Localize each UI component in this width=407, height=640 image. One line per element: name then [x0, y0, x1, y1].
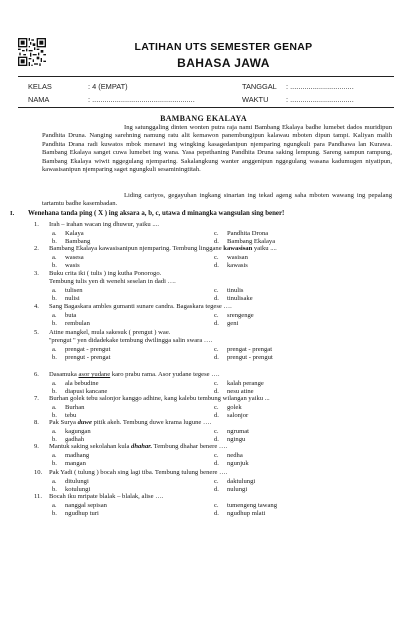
question-number: 9.	[34, 443, 39, 450]
waktu-label: WAKTU	[242, 95, 269, 104]
question-stem	[49, 419, 211, 427]
option-a[interactable]: nanggal sepisan	[65, 502, 107, 509]
option-a[interactable]: tulisen	[65, 287, 83, 294]
option-letter-b[interactable]: b.	[52, 295, 57, 302]
option-letter-a[interactable]: a.	[52, 380, 57, 387]
option-a[interactable]: prengat - prengut	[65, 346, 111, 353]
option-b[interactable]: wasis	[65, 262, 80, 269]
stem-text: Mantuk saking sekolahan kula	[49, 443, 132, 450]
option-c[interactable]: kalah perange	[227, 380, 264, 387]
question-stem: Atine mangkel, mula sakesuk ( prengut ) wae.	[49, 329, 171, 336]
question-number: 5.	[34, 329, 39, 336]
stem-text: pitik akeh. Tembung duwe krama lugune ….	[91, 419, 212, 426]
option-letter-c[interactable]: c.	[214, 312, 219, 319]
option-b[interactable]: tebu	[65, 412, 77, 419]
option-b[interactable]: ngudhup turi	[65, 510, 99, 517]
option-c[interactable]: prengat - prengat	[227, 346, 273, 353]
option-a[interactable]: buta	[65, 312, 77, 319]
option-letter-d[interactable]: d.	[214, 262, 219, 269]
option-b[interactable]: gadhah	[65, 436, 85, 443]
option-b[interactable]: kotulungi	[65, 486, 91, 493]
option-c[interactable]: Pandhita Drona	[227, 230, 269, 237]
option-c[interactable]: tumengeng tawang	[227, 502, 277, 509]
option-letter-d[interactable]: d.	[214, 486, 219, 493]
question-number: 1.	[34, 221, 39, 228]
option-a[interactable]: Kalaya	[65, 230, 84, 237]
question-stem: Bocah iku mripate blalak – blalak, alise ….	[49, 493, 164, 500]
option-letter-d[interactable]: d.	[214, 436, 219, 443]
stem-text: Dasamuka	[49, 371, 79, 378]
option-letter-c[interactable]: c.	[214, 404, 219, 411]
question-number: 3.	[34, 270, 39, 277]
option-letter-d[interactable]: d.	[214, 510, 219, 517]
question-stem	[49, 245, 277, 253]
option-letter-a[interactable]: a.	[52, 404, 57, 411]
option-b[interactable]: nulisi	[65, 295, 80, 302]
question-number: 6.	[34, 371, 39, 378]
option-b[interactable]: Bambang	[65, 238, 91, 245]
option-d[interactable]: tinulisake	[227, 295, 253, 302]
option-d[interactable]: geni	[227, 320, 239, 327]
exam-title: LATIHAN UTS SEMESTER GENAP	[134, 41, 313, 53]
kelas-value: : 4 (EMPAT)	[88, 82, 128, 91]
nama-label: NAMA	[28, 95, 50, 104]
option-letter-c[interactable]: c.	[214, 380, 219, 387]
question-number: 10.	[34, 469, 43, 476]
question-number: 2.	[34, 245, 39, 252]
question-number: 8.	[34, 419, 39, 426]
header-rule-top	[18, 76, 394, 77]
question-stem	[49, 371, 219, 379]
question-stem: Irah – irahan wacan ing dhuwur, yaiku ....	[49, 221, 159, 228]
option-letter-a[interactable]: a.	[52, 452, 57, 459]
option-c[interactable]: tinulis	[227, 287, 244, 294]
option-letter-d[interactable]: d.	[214, 238, 219, 245]
option-letter-b[interactable]: b.	[52, 388, 57, 395]
option-letter-d[interactable]: d.	[214, 354, 219, 361]
option-letter-a[interactable]: a.	[52, 428, 57, 435]
question-stem: Burhan golek tebu salonjor kanggo adhine, kang kalebu tembung wilangan yaiku ...	[49, 395, 270, 402]
option-letter-d[interactable]: d.	[214, 388, 219, 395]
option-letter-c[interactable]: c.	[214, 428, 219, 435]
story-paragraph-1: Ing satunggaling dinten wonten putra raja nami Bambang Ekalaya badhe lumebet dados muridipun Pandhita Druna. Nanging sarehning namung ratu alit kemawon panembungipun kalawau mboten dipun tampi. Kaliyan malih Pandhita Drana radi kuwatos mbok menawi ing wingking kasagedanipun njemparing ngungkuli para Pandhawa lan Kurawa. Bambang Ekalaya sanget cuwa lumebet ing wana. Yasa pepethaning Pandhita Druna saking lempung. Sareng sampun rampung, Bambang Ekalaya wiwit nggegulang njemparing. Sakalangkung wanter anggenipun nggegulang wasana kadumugen niyatipun, kawasisanipun njemparing saget ngungkuli sesaminingtitah.	[42, 124, 392, 174]
option-letter-c[interactable]: c.	[214, 502, 219, 509]
option-c[interactable]: golek	[227, 404, 242, 411]
option-c[interactable]: daktulungi	[227, 478, 256, 485]
option-a[interactable]: ditulungi	[65, 478, 89, 485]
option-letter-c[interactable]: c.	[214, 230, 219, 237]
section-instruction: Wenehana tanda ping ( X ) ing aksara a, b, c, utawa d minangka wangsulan sing bener!	[28, 210, 285, 217]
tanggal-field[interactable]: : ...............................	[286, 82, 354, 91]
option-letter-c[interactable]: c.	[214, 254, 219, 261]
stem-text: Bambang Ekalaya kawasisanipun njemparing. Tembung linggane	[49, 245, 224, 252]
question-stem-line2: ''prengut '' yen didadekake tembung dwilingga salin swara ….	[49, 337, 213, 344]
option-letter-c[interactable]: c.	[214, 287, 219, 294]
option-letter-b[interactable]: b.	[52, 436, 57, 443]
nama-field[interactable]: : ..................................................	[88, 95, 195, 104]
subject-title: BAHASA JAWA	[177, 56, 270, 70]
stem-keyword: asor yudane	[78, 371, 111, 378]
option-c[interactable]: ngrumat	[227, 428, 249, 435]
story-paragraph-2: Liding cariyos, gegayuhan ingkang sinartan ing tekad ageng saha mboten wawang ing pepalang tartamtu badhe kasembadan.	[42, 192, 392, 208]
option-letter-a[interactable]: a.	[52, 346, 57, 353]
option-letter-a[interactable]: a.	[52, 478, 57, 485]
option-d[interactable]: ngingu	[227, 436, 246, 443]
option-d[interactable]: ngudhup mlati	[227, 510, 266, 517]
option-c[interactable]: srengenge	[227, 312, 254, 319]
option-a[interactable]: kagungan	[65, 428, 91, 435]
option-letter-a[interactable]: a.	[52, 502, 57, 509]
option-a[interactable]: ala bebudine	[65, 380, 99, 387]
stem-text: yaiku ....	[252, 245, 277, 252]
option-letter-a[interactable]: a.	[52, 312, 57, 319]
option-d[interactable]: kawasis	[227, 262, 248, 269]
option-c[interactable]: wasisan	[227, 254, 248, 261]
stem-text: karo prabu rama. Asor yudane tegese ….	[110, 371, 220, 378]
option-d[interactable]: nesu atine	[227, 388, 254, 395]
story-title: BAMBANG EKALAYA	[160, 114, 247, 123]
option-letter-b[interactable]: b.	[52, 460, 57, 467]
option-c[interactable]: nedha	[227, 452, 243, 459]
option-a[interactable]: Burhan	[65, 404, 85, 411]
option-letter-d[interactable]: d.	[214, 295, 219, 302]
option-letter-a[interactable]: a.	[52, 254, 57, 261]
option-letter-b[interactable]: b.	[52, 510, 57, 517]
header-rule-bottom	[18, 107, 394, 108]
section-number: I.	[10, 210, 15, 217]
option-letter-d[interactable]: d.	[214, 460, 219, 467]
option-letter-b[interactable]: b.	[52, 238, 57, 245]
option-letter-a[interactable]: a.	[52, 230, 57, 237]
option-letter-c[interactable]: c.	[214, 478, 219, 485]
question-stem: Pak Yadi ( tulung ) bocah sing lagi tiba. Tembung tulung benere ….	[49, 469, 228, 476]
option-b[interactable]: rembulan	[65, 320, 90, 327]
option-d[interactable]: Bambang Ekalaya	[227, 238, 276, 245]
stem-keyword: kawasisan	[223, 245, 253, 252]
question-stem: Buku crita iki ( tulis ) ing kutha Ponorogo.	[49, 270, 162, 277]
question-stem-line2: Tembung tulis yen di wenehi seselan in dadi ….	[49, 278, 176, 285]
option-letter-b[interactable]: b.	[52, 354, 57, 361]
option-b[interactable]: prengut - prengat	[65, 354, 111, 361]
option-letter-c[interactable]: c.	[214, 452, 219, 459]
stem-text: Tembung dhahar benere ….	[152, 443, 228, 450]
question-number: 11.	[34, 493, 42, 500]
option-d[interactable]: salonjor	[227, 412, 249, 419]
stem-keyword: dhahar.	[131, 443, 153, 450]
option-d[interactable]: ngunjuk	[227, 460, 249, 467]
kelas-label: KELAS	[28, 82, 52, 91]
question-stem: Sang Bagaskara ambles gumanti sunare candra. Bagaskara tegese ….	[49, 303, 232, 310]
option-a[interactable]: wasesa	[65, 254, 84, 261]
option-letter-d[interactable]: d.	[214, 320, 219, 327]
stem-text: Pak Surya	[49, 419, 78, 426]
waktu-field[interactable]: : ...............................	[286, 95, 354, 104]
stem-keyword: duwe	[77, 419, 92, 426]
option-letter-d[interactable]: d.	[214, 412, 219, 419]
option-b[interactable]: mangan	[65, 460, 86, 467]
option-letter-a[interactable]: a.	[52, 287, 57, 294]
option-d[interactable]: nulungi	[227, 486, 248, 493]
option-letter-b[interactable]: b.	[52, 262, 57, 269]
option-letter-b[interactable]: b.	[52, 486, 57, 493]
question-stem	[49, 443, 227, 451]
question-number: 4.	[34, 303, 39, 310]
option-d[interactable]: prengut - prengut	[227, 354, 273, 361]
question-number: 7.	[34, 395, 39, 402]
option-letter-b[interactable]: b.	[52, 412, 57, 419]
option-letter-c[interactable]: c.	[214, 346, 219, 353]
option-b[interactable]: diapusi kancane	[65, 388, 108, 395]
option-a[interactable]: madhang	[65, 452, 90, 459]
option-letter-b[interactable]: b.	[52, 320, 57, 327]
tanggal-label: TANGGAL	[242, 82, 277, 91]
